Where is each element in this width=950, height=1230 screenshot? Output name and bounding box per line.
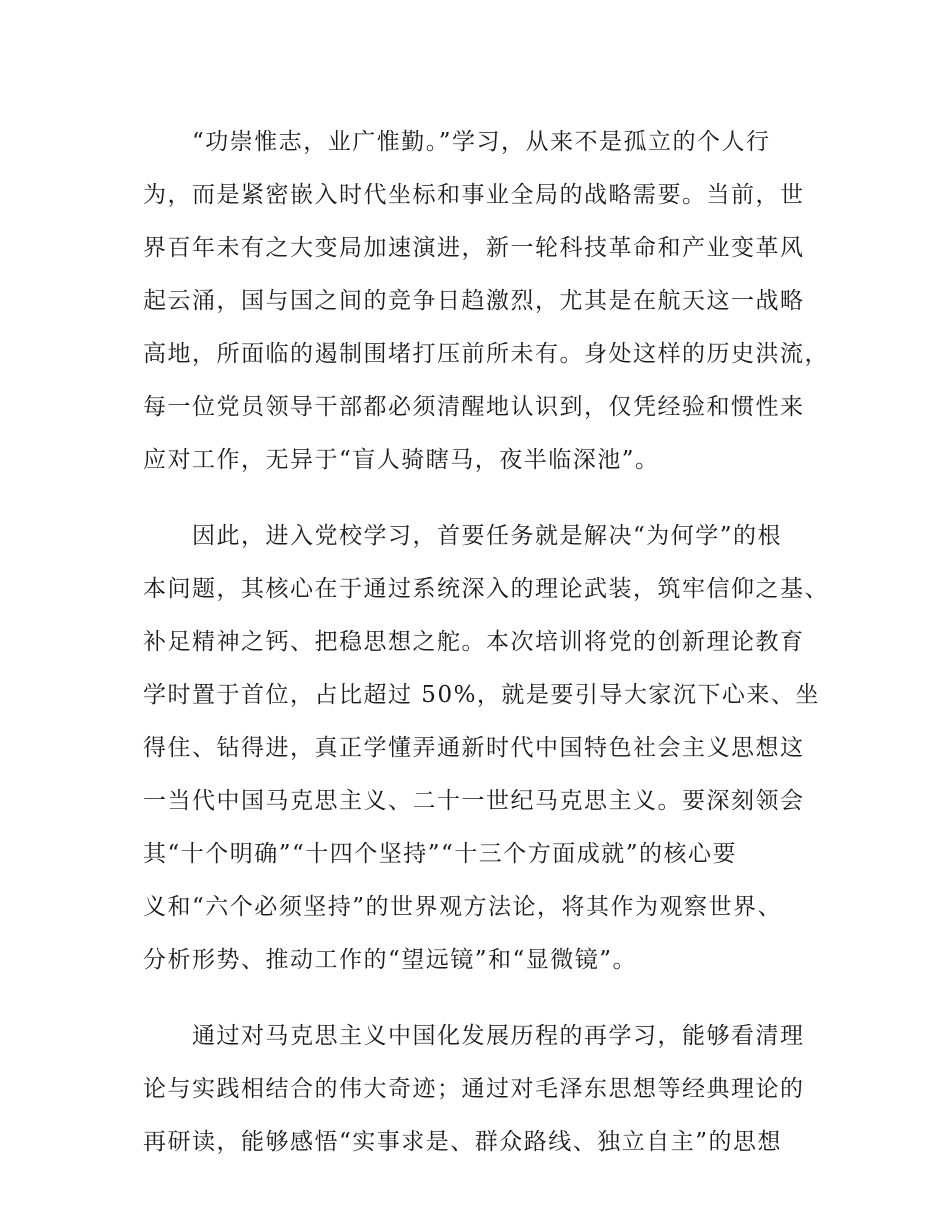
paragraph-line: 补足精神之钙、把稳思想之舵。本次培训将党的创新理论教育 (143, 629, 805, 655)
paragraph-line: 因此，进入党校学习，首要任务就是解决“为何学”的根 (192, 523, 783, 549)
paragraph-line: 分析形势、推动工作的“望远镜”和“显微镜”。 (143, 947, 638, 973)
paragraph-line: 应对工作，无异于“盲人骑瞎马，夜半临深池”。 (143, 447, 660, 473)
paragraph-line: 为，而是紧密嵌入时代坐标和事业全局的战略需要。当前，世 (143, 182, 805, 208)
paragraph-line: 义和“六个必须坚持”的世界观方法论，将其作为观察世界、 (143, 894, 783, 920)
paragraph-line: 高地，所面临的遏制围堵打压前所未有。身处这样的历史洪流， (143, 341, 829, 367)
paragraph-line: 得住、钻得进，真正学懂弄通新时代中国特色社会主义思想这 (143, 735, 805, 761)
paragraph-line: 再研读，能够感悟“实事求是、群众路线、独立自主”的思想 (143, 1129, 783, 1155)
paragraph-line: 论与实践相结合的伟大奇迹；通过对毛泽东思想等经典理论的 (143, 1076, 805, 1102)
paragraph-line: “功崇惟志，业广惟勤。”学习，从来不是孤立的个人行 (192, 129, 771, 155)
paragraph-line: 其“十个明确”“十四个坚持”“十三个方面成就”的核心要 (143, 841, 738, 867)
paragraph-line: 每一位党员领导干部都必须清醒地认识到，仅凭经验和惯性来 (143, 394, 805, 420)
paragraph-line: 学时置于首位，占比超过 50%，就是要引导大家沉下心来、坐 (143, 682, 820, 708)
paragraph-line: 本问题，其核心在于通过系统深入的理论武装，筑牢信仰之基、 (143, 576, 829, 602)
paragraph-line: 通过对马克思主义中国化发展历程的再学习，能够看清理 (192, 1023, 805, 1049)
paragraph-line: 一当代中国马克思主义、二十一世纪马克思主义。要深刻领会 (143, 788, 805, 814)
paragraph-line: 界百年未有之大变局加速演进，新一轮科技革命和产业变革风 (143, 235, 805, 261)
paragraph-line: 起云涌，国与国之间的竞争日趋激烈，尤其是在航天这一战略 (143, 288, 805, 314)
